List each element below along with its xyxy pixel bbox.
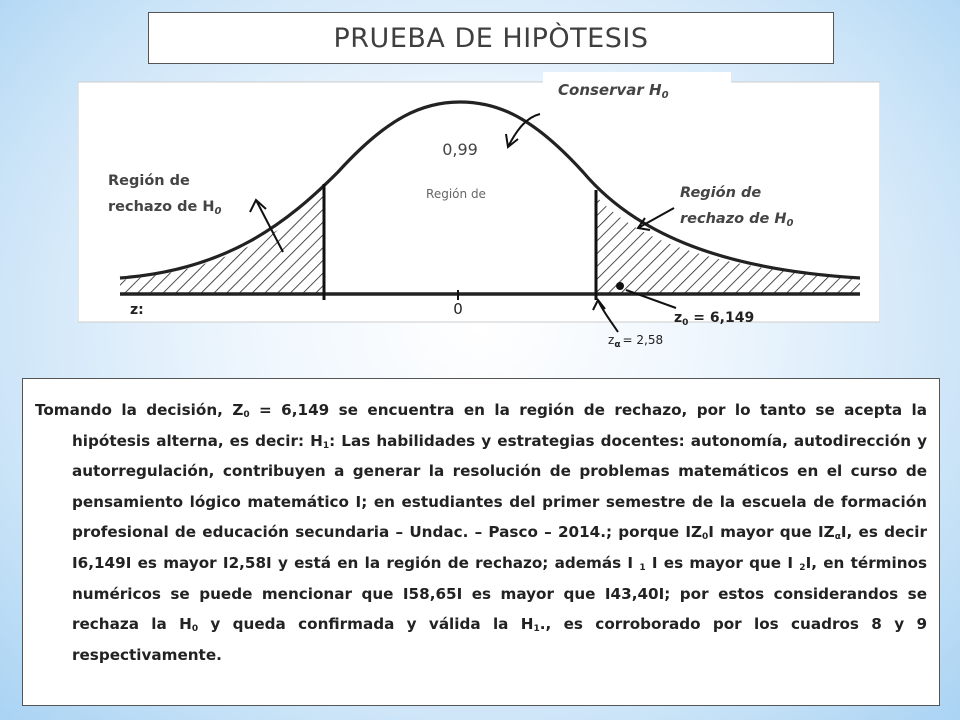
zero-label: 0 [453,300,463,318]
right-region-label-line2: rechazo de $H_0$ [680,211,794,229]
left-region-label-line2: rechazo de $H_0$ [108,199,222,217]
conservar-label: Conservar $H_0$ [558,81,669,101]
probability-label: 0,99 [442,140,478,159]
title-box [148,12,834,64]
normal-distribution-diagram [78,72,880,358]
page-title: PRUEBA DE HIPÒTESIS [333,22,649,54]
right-region-label-line1: Región de [680,185,762,201]
z-alpha-label: $z_\alpha = 2,58$ [608,333,664,350]
conclusion-text-box [22,378,940,706]
conclusion-paragraph: Tomando la decisión, $Z_0 = 6,149$ se encuentra en la región de rechazo, por lo tanto se acepta la hipótesis alterna, es decir: $H_1$: Las habilidades y estrategias docentes: autonomía, autodirección y autorregulación, contribuyen a generar la resolución de problemas matemáticos en el curso de pensamiento lógico matemático I; en estudiantes del primer semestre de la escuela de formación profesional de educación secundaria – Undac. – Pasco – 2014.; porque $IZ_0I$ mayor que $IZ_\alpha I$, es decir I6,149I es mayor I2,58I y está en la región de rechazo; además I $_1$ I es mayor que I $_2$I, en términos numéricos se puede mencionar que I58,65I es mayor que I43,40I; por estos considerandos se rechaza la $H_0$ y queda confirmada y válida la $H_1$., es corroborado por los cuadros 8 y 9 respectivamente. [35,401,928,664]
z-axis-label: z: [130,302,144,318]
acceptance-region-label: Región de [426,187,486,201]
z0-point [616,282,624,290]
left-region-label-line1: Región de [108,173,190,189]
z0-label: $z_0 = 6,149$ [674,310,755,328]
